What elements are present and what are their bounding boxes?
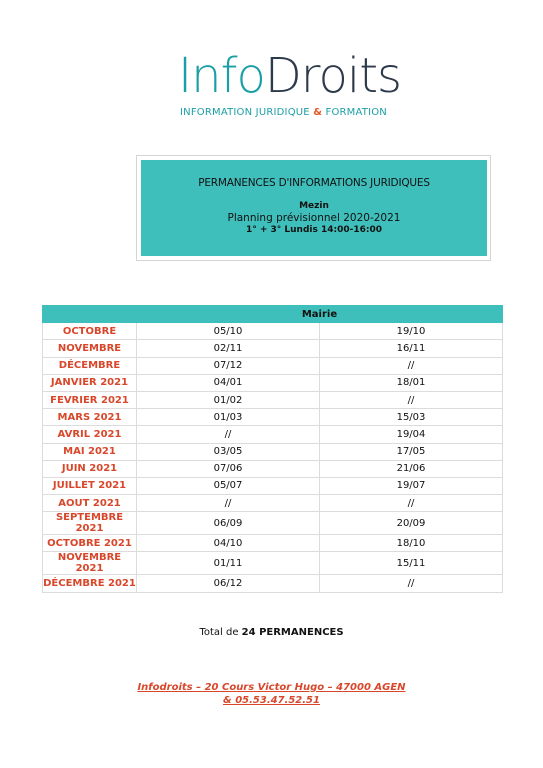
month-cell: JANVIER 2021 <box>43 374 137 391</box>
logo-word-info: Info <box>178 48 265 104</box>
date-cell-1: 01/02 <box>137 391 320 408</box>
date-cell-2: 19/10 <box>320 323 503 340</box>
logo-tagline-amp: & <box>313 107 323 118</box>
date-cell-2: // <box>320 495 503 512</box>
month-cell: OCTOBRE <box>43 323 137 340</box>
logo-word-droits: Droits <box>264 48 402 104</box>
date-cell-2: 16/11 <box>320 340 503 357</box>
month-cell: NOVEMBRE <box>43 340 137 357</box>
date-cell-2: 18/01 <box>320 374 503 391</box>
table-row <box>43 443 503 460</box>
table-row <box>43 477 503 494</box>
banner-plan: Planning prévisionnel 2020-2021 <box>227 212 401 224</box>
month-cell: SEPTEMBRE 2021 <box>43 512 137 535</box>
date-cell-1: 01/03 <box>137 409 320 426</box>
table-row <box>43 512 503 535</box>
month-cell: DÉCEMBRE 2021 <box>43 575 137 592</box>
date-cell-1: 05/10 <box>137 323 320 340</box>
date-cell-1: 06/09 <box>137 512 320 535</box>
month-cell: DÉCEMBRE <box>43 357 137 374</box>
date-cell-2: 20/09 <box>320 512 503 535</box>
header-location: Mairie <box>137 306 503 323</box>
month-cell: AOUT 2021 <box>43 495 137 512</box>
footer-contact <box>0 681 543 707</box>
table-row <box>43 495 503 512</box>
month-cell: OCTOBRE 2021 <box>43 535 137 552</box>
date-cell-1: 03/05 <box>137 443 320 460</box>
date-cell-2: 15/11 <box>320 552 503 575</box>
month-cell: NOVEMBRE 2021 <box>43 552 137 575</box>
table-row <box>43 409 503 426</box>
date-cell-2: // <box>320 575 503 592</box>
date-cell-2: 19/04 <box>320 426 503 443</box>
schedule-table <box>42 305 503 593</box>
date-cell-1: 04/01 <box>137 374 320 391</box>
banner-city: Mezin <box>299 201 329 211</box>
date-cell-2: 21/06 <box>320 460 503 477</box>
header-empty-cell <box>43 306 137 323</box>
date-cell-1: 06/12 <box>137 575 320 592</box>
footer-address: Infodroits – 20 Cours Victor Hugo – 47000 AGEN <box>137 682 406 693</box>
banner-days: 1° + 3° Lundis 14:00-16:00 <box>245 225 383 235</box>
month-cell: FEVRIER 2021 <box>43 391 137 408</box>
date-cell-1: 01/11 <box>137 552 320 575</box>
footer-phone: & 05.53.47.52.51 <box>223 695 320 706</box>
table-row <box>43 340 503 357</box>
table-row <box>43 552 503 575</box>
month-cell: MAI 2021 <box>43 443 137 460</box>
month-cell: MARS 2021 <box>43 409 137 426</box>
total-value: 24 PERMANENCES <box>241 627 344 638</box>
total-line <box>0 627 543 638</box>
date-cell-2: 17/05 <box>320 443 503 460</box>
date-cell-1: 05/07 <box>137 477 320 494</box>
table-row <box>43 460 503 477</box>
table-row <box>43 535 503 552</box>
month-cell: AVRIL 2021 <box>43 426 137 443</box>
month-cell: JUIN 2021 <box>43 460 137 477</box>
table-row <box>43 391 503 408</box>
logo-tagline <box>180 107 387 118</box>
table-row <box>43 575 503 592</box>
table-row <box>43 374 503 391</box>
date-cell-1: 07/06 <box>137 460 320 477</box>
date-cell-1: // <box>137 495 320 512</box>
date-cell-2: // <box>320 391 503 408</box>
logo-wordmark <box>178 48 402 104</box>
date-cell-2: // <box>320 357 503 374</box>
banner-title: PERMANENCES D'INFORMATIONS JURIDIQUES <box>198 177 430 189</box>
date-cell-1: 04/10 <box>137 535 320 552</box>
logo-tagline-part2: FORMATION <box>325 107 387 118</box>
table-row <box>43 323 503 340</box>
table-row <box>43 426 503 443</box>
date-cell-2: 15/03 <box>320 409 503 426</box>
title-banner <box>141 160 487 256</box>
date-cell-1: // <box>137 426 320 443</box>
date-cell-2: 18/10 <box>320 535 503 552</box>
month-cell: JUILLET 2021 <box>43 477 137 494</box>
total-prefix: Total de <box>199 627 239 638</box>
date-cell-1: 02/11 <box>137 340 320 357</box>
date-cell-2: 19/07 <box>320 477 503 494</box>
logo-tagline-part1: INFORMATION JURIDIQUE <box>180 107 310 118</box>
date-cell-1: 07/12 <box>137 357 320 374</box>
table-row <box>43 357 503 374</box>
table-header-row <box>43 306 503 323</box>
